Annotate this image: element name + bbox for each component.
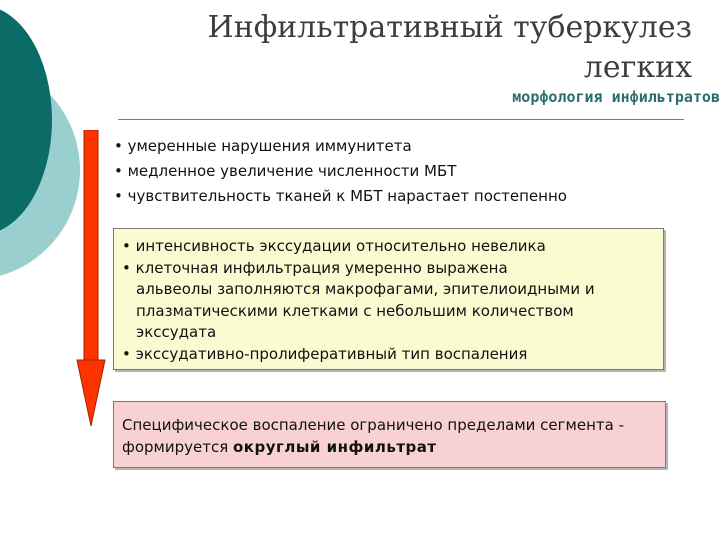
list-item: • чувствительность тканей к МБТ нарастает постепенно — [114, 187, 567, 205]
list-item: • умеренные нарушения иммунитета — [114, 137, 412, 155]
list-item-text: • клеточная инфильтрация умеренно выражена — [122, 258, 508, 277]
list-item: • экссудативно-пролиферативный тип воспаления — [122, 344, 528, 363]
top-bullet-list — [114, 134, 567, 209]
list-item-continuation: альвеолы заполняются макрофагами, эпителиоидными и плазматическими клетками с небольшим количеством экссудата — [136, 280, 595, 341]
slide-title: Инфильтративный туберкулез легких — [207, 10, 692, 85]
list-item — [122, 258, 655, 344]
list-item: • интенсивность экссудации относительно невелика — [122, 237, 546, 255]
yellow-info-box — [113, 228, 664, 370]
title-divider — [118, 119, 684, 120]
pink-conclusion-box — [113, 401, 666, 468]
list-item: • медленное увеличение численности МБТ — [114, 162, 457, 180]
down-arrow-icon — [74, 130, 108, 430]
conclusion-text: Специфическое воспаление ограничено пределами сегмента - формируется — [122, 416, 625, 456]
conclusion-bold-term: округлый инфильтрат — [233, 438, 437, 456]
slide-subtitle: морфология инфильтратов — [512, 88, 720, 106]
